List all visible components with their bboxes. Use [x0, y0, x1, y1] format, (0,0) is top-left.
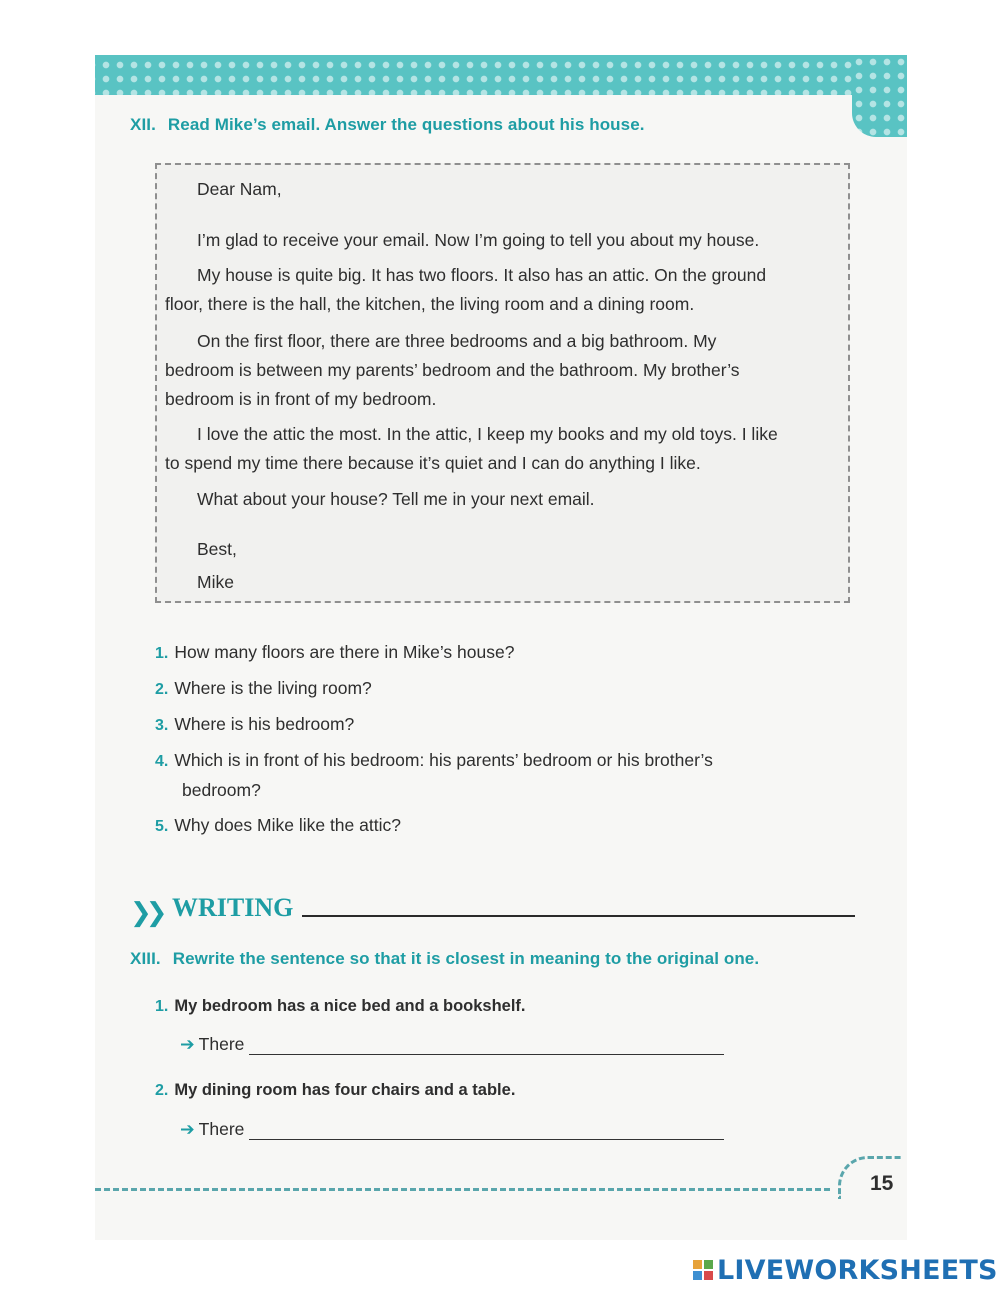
logo-grid-icon [693, 1260, 713, 1280]
double-chevron-icon: ❯❯ [130, 897, 162, 927]
section-13-heading [130, 949, 759, 969]
email-closing: Best, [197, 539, 237, 559]
arrow-icon: ➔ [180, 1034, 195, 1054]
question-5: 5. Why does Mike like the attic? [155, 815, 401, 835]
rewrite-item-1: 1. My bedroom has a nice bed and a bookshelf. [155, 997, 526, 1015]
arrow-icon: ➔ [180, 1119, 195, 1139]
section-12-number: XII. [130, 115, 156, 134]
rewrite-answer-1: ➔ There [180, 1034, 724, 1055]
liveworksheets-logo [693, 1255, 998, 1285]
writing-title: WRITING [172, 893, 294, 922]
logo-text: LIVEWORKSHEETS [717, 1254, 998, 1286]
section-12-instruction: Read Mike’s email. Answer the questions about his house. [167, 115, 645, 134]
section-13-instruction: Rewrite the sentence so that it is closest in meaning to the original one. [172, 949, 760, 968]
question-2: 2. Where is the living room? [155, 678, 372, 698]
question-3: 3. Where is his bedroom? [155, 714, 355, 734]
rewrite-answer-2: ➔ There [180, 1119, 724, 1140]
email-paragraph-4: I love the attic the most. In the attic, I keep my books and my old toys. I like to spend my time there because it’s quiet and I can do anything I like. [165, 424, 778, 473]
email-paragraph-5: What about your house? Tell me in your next email. [197, 489, 595, 509]
writing-banner [130, 893, 855, 927]
header-band [95, 55, 907, 95]
header-tab [852, 55, 907, 137]
question-1: 1. How many floors are there in Mike’s house? [155, 642, 515, 662]
email-paragraph-2: My house is quite big. It has two floors. It also has an attic. On the ground floor, there is the hall, the kitchen, the living room and a dining room. [165, 265, 767, 314]
answer-input-2[interactable] [249, 1121, 724, 1140]
rewrite-item-2: 2. My dining room has four chairs and a table. [155, 1081, 516, 1099]
email-paragraph-1: I’m glad to receive your email. Now I’m going to tell you about my house. [197, 230, 760, 250]
email-greeting: Dear Nam, [197, 179, 282, 199]
writing-underline [302, 915, 855, 917]
section-12-heading [130, 115, 645, 135]
question-4: 4. Which is in front of his bedroom: his parents’ bedroom or his brother’s bedroom? [155, 750, 713, 800]
section-13-number: XIII. [130, 949, 161, 968]
page-number: 15 [870, 1172, 894, 1195]
email-paragraph-3: On the first floor, there are three bedrooms and a big bathroom. My bedroom is between my parents’ bedroom and the bathroom. My brother’s bedroom is in front of my bedroom. [165, 331, 740, 409]
footer-dashed-line [95, 1188, 830, 1191]
email-signature: Mike [197, 572, 234, 592]
answer-input-1[interactable] [249, 1036, 724, 1055]
email-box [155, 163, 850, 603]
